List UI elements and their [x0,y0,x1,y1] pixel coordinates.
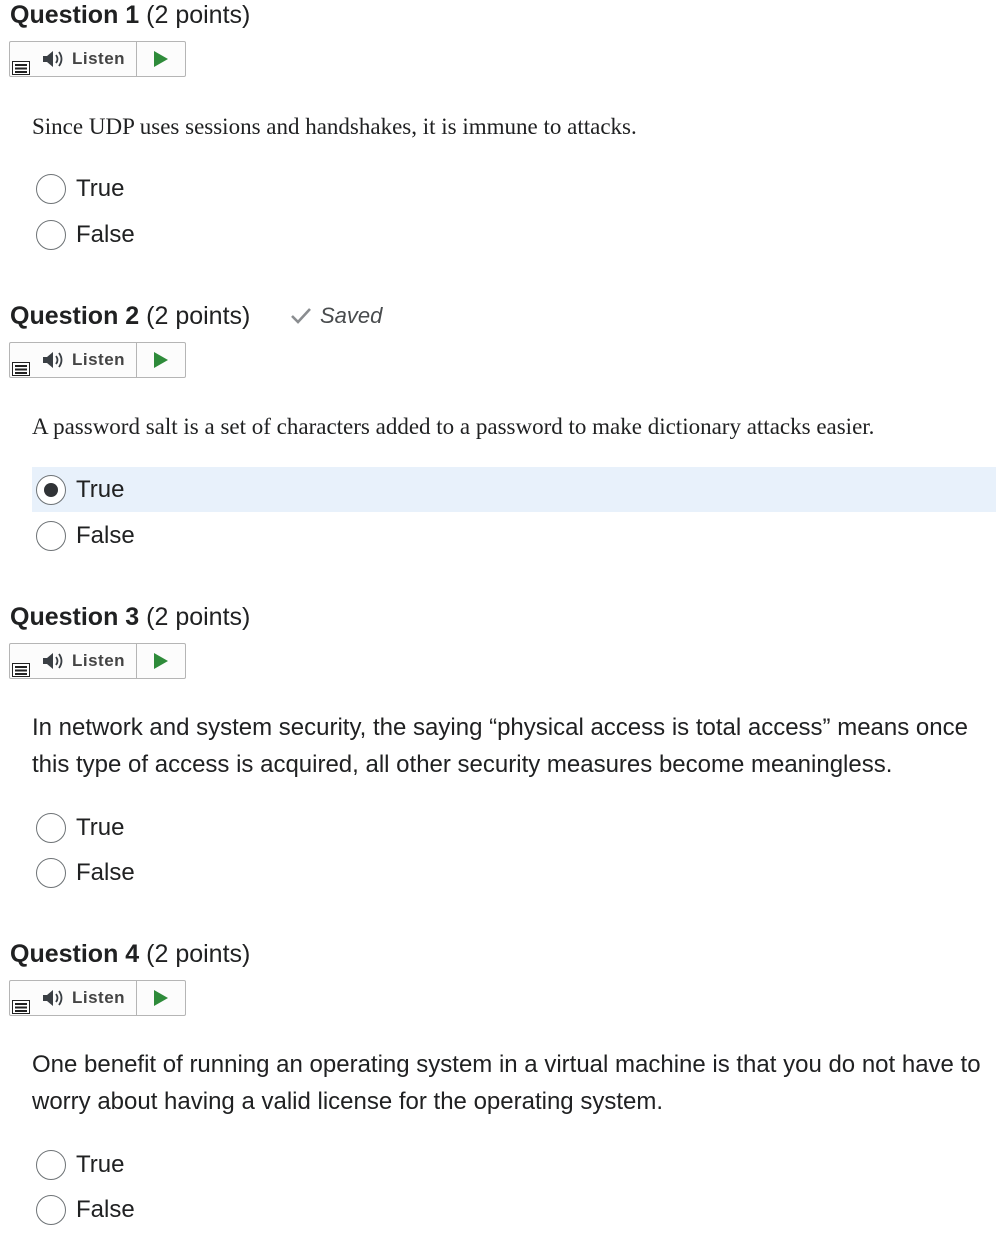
radio-button[interactable] [36,858,66,888]
question-points: (2 points) [146,1,251,29]
option-label: False [76,220,135,248]
option-true[interactable] [32,467,996,512]
question-prompt: Since UDP uses sessions and handshakes, it is immune to attacks. [32,114,637,139]
radio-button[interactable] [36,174,66,204]
play-icon [153,652,169,670]
option-true[interactable] [32,805,996,850]
play-icon [153,989,169,1007]
question-points: (2 points) [146,940,251,968]
listen-button[interactable] [10,343,137,377]
question-number: Question 2 [10,302,140,330]
speaker-icon [42,350,66,370]
play-icon [153,351,169,369]
option-false[interactable] [32,212,996,257]
radio-dot [44,483,58,497]
saved-status [290,303,382,329]
saved-label: Saved [320,303,383,328]
listen-widget [9,980,186,1016]
listen-label: Listen [72,49,126,68]
speaker-icon [42,651,66,671]
question-number: Question 3 [10,603,140,631]
question-number: Question 1 [10,1,140,29]
play-button[interactable] [137,42,185,76]
question-title [10,301,250,331]
question-title [10,939,250,969]
option-label: False [76,521,135,549]
question-prompt: In network and system security, the saying “physical access is total access” means once this type of access is acquired, all other security measures become meaningless. [32,714,968,778]
option-label: True [76,174,125,202]
question-prompt: A password salt is a set of characters added to a password to make dictionary attacks easier. [32,414,875,439]
option-label: True [76,813,125,841]
question-number: Question 4 [10,940,140,968]
option-label: True [76,1150,125,1178]
question-points: (2 points) [146,302,251,330]
radio-button[interactable] [36,220,66,250]
listen-label: Listen [72,651,126,670]
speaker-icon [42,988,66,1008]
listen-button[interactable] [10,42,137,76]
play-button[interactable] [137,981,185,1015]
question-title [10,602,250,632]
radio-button[interactable] [36,813,66,843]
listen-widget [9,41,186,77]
radio-button[interactable] [36,521,66,551]
speaker-icon [42,49,66,69]
listen-button[interactable] [10,981,137,1015]
question-title [10,0,250,30]
listen-label: Listen [72,350,126,369]
listen-widget [9,643,186,679]
option-label: False [76,858,135,886]
option-label: False [76,1195,135,1223]
question-points: (2 points) [146,603,251,631]
option-false[interactable] [32,1187,996,1232]
listen-label: Listen [72,988,126,1007]
option-false[interactable] [32,850,996,895]
option-true[interactable] [32,166,996,211]
option-true[interactable] [32,1142,996,1187]
radio-button-checked[interactable] [36,475,66,505]
option-label: True [76,475,125,503]
radio-button[interactable] [36,1195,66,1225]
option-false[interactable] [32,513,996,558]
play-icon [153,50,169,68]
radio-button[interactable] [36,1150,66,1180]
checkmark-icon [290,307,312,325]
play-button[interactable] [137,644,185,678]
question-prompt: One benefit of running an operating system in a virtual machine is that you do not have to worry about having a valid license for the operating system. [32,1051,981,1115]
listen-widget [9,342,186,378]
listen-button[interactable] [10,644,137,678]
play-button[interactable] [137,343,185,377]
